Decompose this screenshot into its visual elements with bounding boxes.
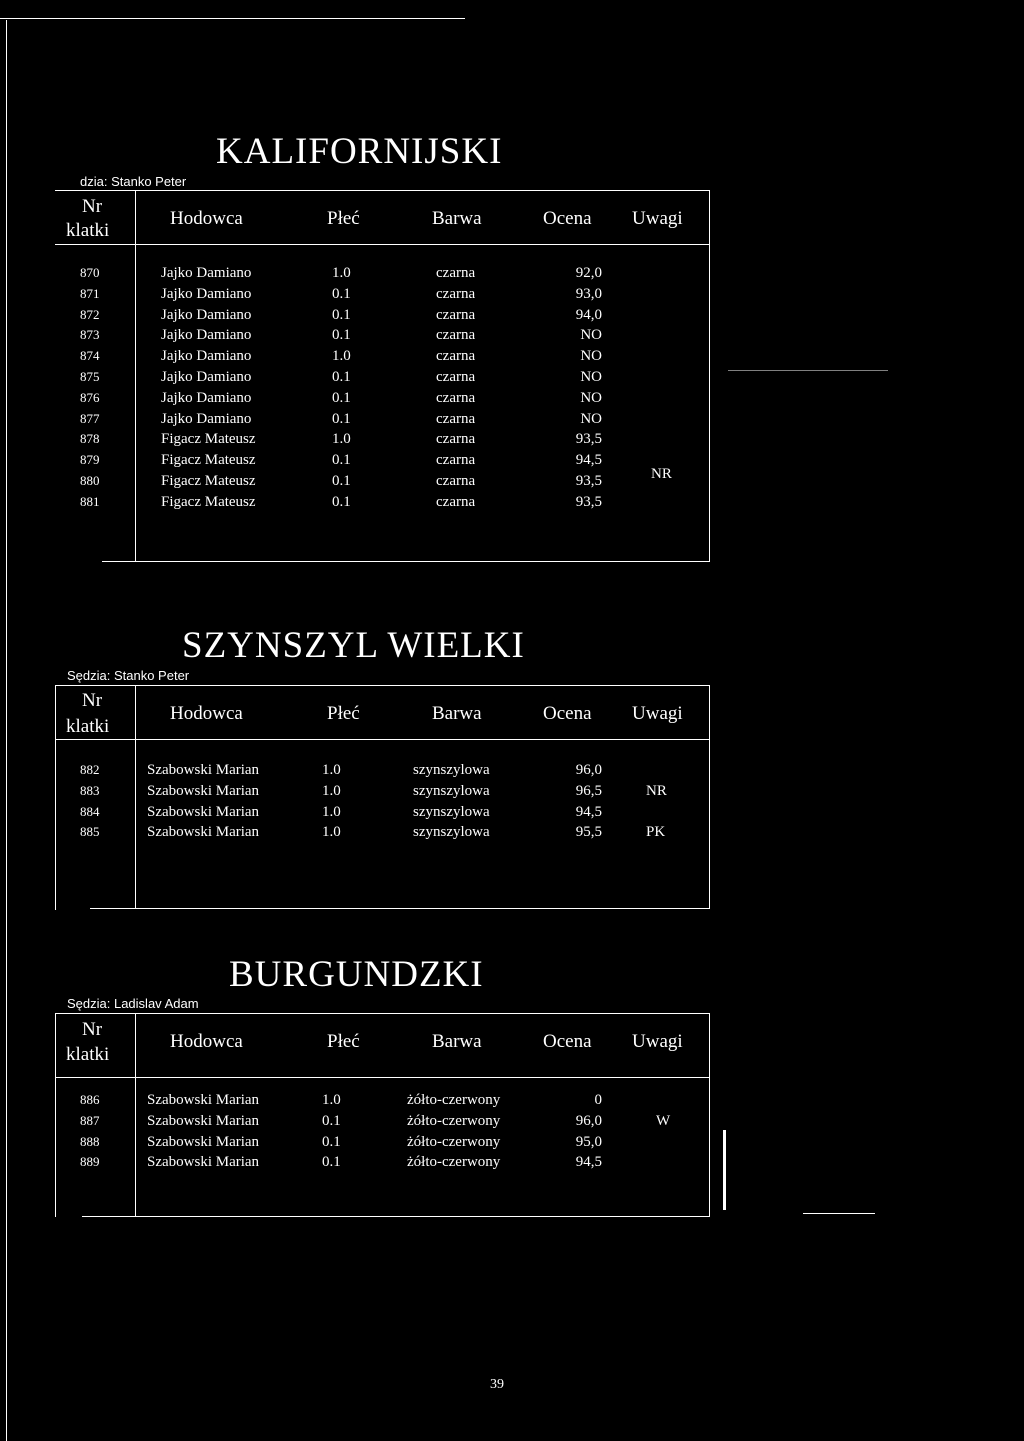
cell-barwa: czarna — [436, 327, 476, 344]
cell-barwa: szynszylowa — [413, 824, 490, 841]
table-header-bottom-line — [55, 739, 710, 740]
cell-hodowca: Jajko Damiano — [161, 389, 252, 406]
judge-label: dzia: Stanko Peter — [80, 174, 187, 189]
cell-ocena: NO — [580, 369, 602, 385]
cell-hodowca: Figacz Mateusz — [161, 431, 256, 448]
remark-nr: NR — [651, 466, 672, 482]
cell-ocena: 94,5 — [575, 803, 602, 820]
cell-plec: 0.1 — [332, 493, 351, 510]
cell-ocena: 96,0 — [575, 762, 602, 778]
cell-plec: 1.0 — [322, 782, 341, 799]
scan-artifact-line — [803, 1213, 875, 1214]
cell-uwagi: PK — [646, 824, 666, 841]
table-row — [0, 411, 1024, 432]
cell-hodowca: Szabowski Marian — [147, 1133, 260, 1150]
table-row — [0, 265, 1024, 286]
table-top-line — [55, 190, 710, 191]
cell-uwagi: NR — [646, 782, 667, 799]
cell-hodowca: Figacz Mateusz — [161, 493, 256, 510]
cell-hodowca: Jajko Damiano — [161, 369, 252, 385]
cell-nr: 877 — [80, 410, 100, 426]
table-top-line — [55, 685, 710, 686]
cell-barwa: czarna — [436, 431, 476, 448]
cell-nr: 870 — [80, 265, 100, 280]
dotted-artifact — [728, 370, 888, 371]
cell-plec: 1.0 — [332, 265, 351, 281]
cell-nr: 887 — [80, 1112, 100, 1128]
header-ocena: Ocena — [543, 1031, 592, 1052]
cell-nr: 884 — [80, 803, 100, 819]
cell-barwa: czarna — [436, 473, 476, 489]
header-klatki: klatki — [66, 220, 110, 241]
table-row — [0, 452, 1024, 473]
header-nr: Nr — [82, 1019, 103, 1040]
cell-hodowca: Szabowski Marian — [147, 824, 260, 841]
cell-barwa: czarna — [436, 348, 476, 365]
cell-ocena: 96,0 — [575, 1112, 602, 1129]
cell-plec: 0.1 — [322, 1133, 341, 1150]
cell-ocena: 94,5 — [575, 1154, 602, 1171]
header-uwagi: Uwagi — [632, 1031, 683, 1052]
top-border-line — [0, 18, 465, 19]
cell-nr: 871 — [80, 285, 100, 301]
table-row — [0, 327, 1024, 348]
header-hodowca: Hodowca — [170, 208, 243, 229]
cell-plec: 0.1 — [332, 306, 351, 323]
cell-nr: 876 — [80, 389, 100, 405]
table-row — [0, 1113, 1024, 1134]
cell-hodowca: Szabowski Marian — [147, 803, 260, 820]
cell-hodowca: Szabowski Marian — [147, 1092, 260, 1108]
cell-nr: 875 — [80, 369, 100, 384]
header-klatki: klatki — [66, 716, 110, 737]
header-nr: Nr — [82, 196, 103, 217]
cell-nr: 888 — [80, 1133, 100, 1149]
cell-ocena: NO — [580, 389, 602, 406]
cell-hodowca: Szabowski Marian — [147, 762, 260, 778]
table-row — [0, 369, 1024, 390]
cell-nr: 881 — [80, 493, 100, 509]
cell-plec: 1.0 — [322, 762, 341, 778]
table-header-bottom-line — [55, 1077, 710, 1078]
cell-plec: 1.0 — [322, 803, 341, 820]
cell-plec: 1.0 — [322, 824, 341, 841]
cell-nr: 885 — [80, 824, 100, 840]
cell-ocena: 92,0 — [575, 265, 602, 281]
header-uwagi: Uwagi — [632, 703, 683, 724]
cell-ocena: 94,5 — [575, 452, 602, 469]
cell-ocena: NO — [580, 410, 602, 427]
table-row — [0, 1134, 1024, 1155]
cell-nr: 879 — [80, 452, 100, 468]
cell-plec: 0.1 — [332, 410, 351, 427]
cell-barwa: żółto-czerwony — [407, 1112, 501, 1129]
table-row — [0, 348, 1024, 369]
table-row — [0, 1154, 1024, 1175]
cell-nr: 882 — [80, 762, 100, 777]
cell-nr: 872 — [80, 306, 100, 322]
cell-ocena: 93,5 — [575, 473, 602, 489]
table-row — [0, 783, 1024, 804]
cell-ocena: NO — [580, 348, 602, 365]
cell-nr: 874 — [80, 348, 100, 364]
cell-ocena: 95,0 — [575, 1133, 602, 1150]
page-number: 39 — [490, 1377, 504, 1392]
section-title: KALIFORNIJSKI — [216, 131, 503, 172]
cell-hodowca: Jajko Damiano — [161, 285, 252, 302]
cell-hodowca: Jajko Damiano — [161, 327, 252, 344]
table-bottom-line — [82, 1216, 710, 1217]
header-plec: Płeć — [327, 208, 360, 229]
cell-barwa: żółto-czerwony — [407, 1133, 501, 1150]
cell-barwa: czarna — [436, 285, 476, 302]
cell-plec: 1.0 — [332, 431, 351, 448]
cell-hodowca: Szabowski Marian — [147, 782, 260, 799]
cell-ocena: 0 — [594, 1092, 602, 1108]
cell-ocena: NO — [580, 327, 602, 344]
header-nr: Nr — [82, 690, 103, 711]
cell-hodowca: Jajko Damiano — [161, 410, 252, 427]
cell-ocena: 94,0 — [575, 306, 602, 323]
cell-nr: 873 — [80, 327, 100, 343]
table-row — [0, 473, 1024, 494]
table-row — [0, 286, 1024, 307]
cell-plec: 0.1 — [332, 369, 351, 385]
left-border-line — [6, 20, 7, 1441]
header-barwa: Barwa — [432, 1031, 482, 1052]
cell-uwagi: W — [656, 1112, 671, 1129]
cell-barwa: szynszylowa — [413, 803, 490, 820]
table-row — [0, 824, 1024, 845]
table-row — [0, 494, 1024, 515]
cell-ocena: 93,5 — [575, 493, 602, 510]
cell-plec: 1.0 — [332, 348, 351, 365]
header-hodowca: Hodowca — [170, 1031, 243, 1052]
judge-label: Sędzia: Ladislav Adam — [67, 996, 199, 1011]
section-title: SZYNSZYL WIELKI — [182, 625, 525, 666]
header-barwa: Barwa — [432, 703, 482, 724]
header-ocena: Ocena — [543, 208, 592, 229]
cell-barwa: żółto-czerwony — [407, 1092, 501, 1108]
cell-barwa: czarna — [436, 369, 476, 385]
header-hodowca: Hodowca — [170, 703, 243, 724]
header-plec: Płeć — [327, 1031, 360, 1052]
cell-nr: 878 — [80, 431, 100, 447]
cell-plec: 0.1 — [332, 452, 351, 469]
cell-barwa: czarna — [436, 452, 476, 469]
table-row — [0, 390, 1024, 411]
judge-label: Sędzia: Stanko Peter — [67, 668, 190, 683]
cell-hodowca: Figacz Mateusz — [161, 473, 256, 489]
table-row — [0, 431, 1024, 452]
table-bottom-line — [102, 561, 710, 562]
cell-nr: 880 — [80, 473, 100, 488]
cell-hodowca: Jajko Damiano — [161, 265, 252, 281]
table-row — [0, 1092, 1024, 1113]
cell-ocena: 95,5 — [575, 824, 602, 841]
cell-hodowca: Jajko Damiano — [161, 306, 252, 323]
scan-artifact-line — [723, 1130, 726, 1210]
cell-barwa: szynszylowa — [413, 762, 490, 778]
cell-ocena: 93,0 — [575, 285, 602, 302]
table-row — [0, 804, 1024, 825]
cell-ocena: 96,5 — [575, 782, 602, 799]
section-title: BURGUNDZKI — [229, 954, 484, 995]
header-plec: Płeć — [327, 703, 360, 724]
header-barwa: Barwa — [432, 208, 482, 229]
cell-barwa: szynszylowa — [413, 782, 490, 799]
cell-nr: 889 — [80, 1154, 100, 1170]
cell-plec: 0.1 — [322, 1112, 341, 1129]
cell-ocena: 93,5 — [575, 431, 602, 448]
cell-plec: 0.1 — [332, 327, 351, 344]
cell-hodowca: Szabowski Marian — [147, 1112, 260, 1129]
cell-barwa: czarna — [436, 493, 476, 510]
table-row — [0, 762, 1024, 783]
table-header-bottom-line — [55, 244, 710, 245]
cell-barwa: żółto-czerwony — [407, 1154, 501, 1171]
cell-plec: 0.1 — [322, 1154, 341, 1171]
cell-hodowca: Jajko Damiano — [161, 348, 252, 365]
table-top-line — [55, 1013, 710, 1014]
header-ocena: Ocena — [543, 703, 592, 724]
cell-nr: 886 — [80, 1092, 100, 1107]
cell-plec: 0.1 — [332, 285, 351, 302]
cell-nr: 883 — [80, 782, 100, 798]
cell-hodowca: Figacz Mateusz — [161, 452, 256, 469]
cell-plec: 0.1 — [332, 389, 351, 406]
header-klatki: klatki — [66, 1044, 110, 1065]
cell-barwa: czarna — [436, 306, 476, 323]
cell-plec: 1.0 — [322, 1092, 341, 1108]
table-row — [0, 307, 1024, 328]
cell-barwa: czarna — [436, 265, 476, 281]
cell-barwa: czarna — [436, 389, 476, 406]
header-uwagi: Uwagi — [632, 208, 683, 229]
cell-hodowca: Szabowski Marian — [147, 1154, 260, 1171]
table-bottom-line — [90, 908, 710, 909]
cell-barwa: czarna — [436, 410, 476, 427]
cell-plec: 0.1 — [332, 473, 351, 489]
